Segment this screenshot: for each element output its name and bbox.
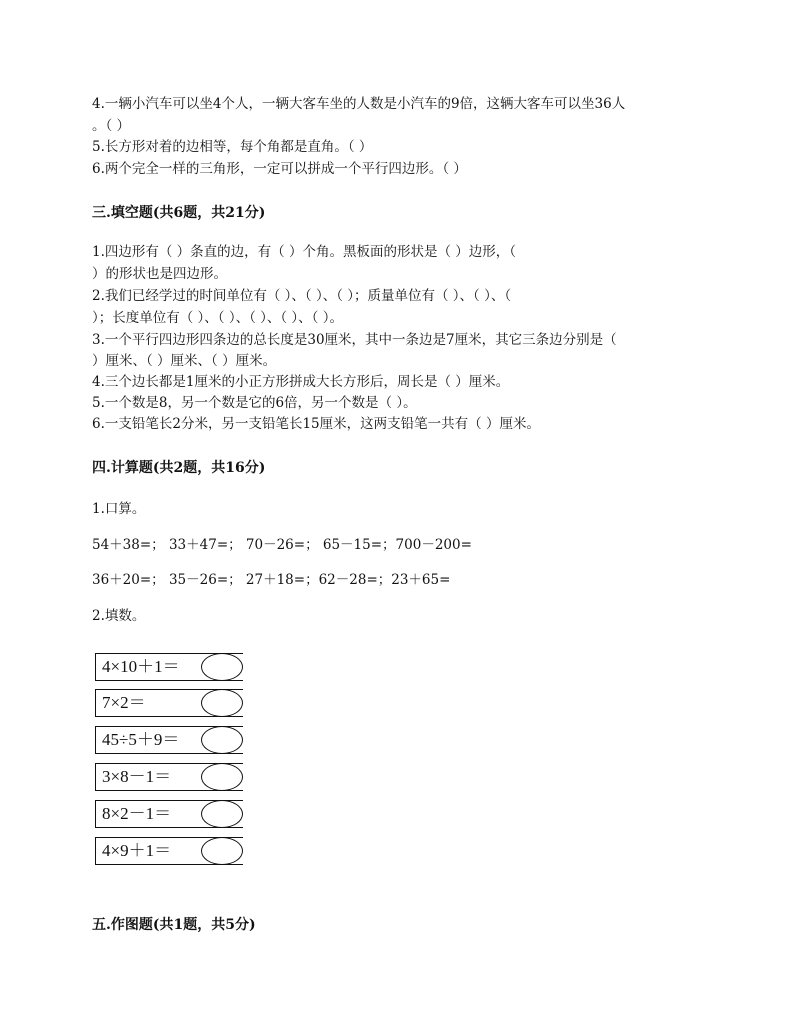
section-5-heading: 五.作图题(共1题，共5分) bbox=[92, 917, 256, 933]
question-2-4-line-1: 4.一辆小汽车可以坐4个人，一辆大客车坐的人数是小汽车的9倍，这辆大客车可以坐36人 bbox=[92, 96, 626, 112]
section-3-heading: 三.填空题(共6题，共21分) bbox=[92, 205, 266, 221]
question-2-5: 5.长方形对着的边相等，每个角都是直角。（ ） bbox=[92, 139, 373, 155]
fill-box-expression: 8×2－1＝ bbox=[102, 804, 172, 823]
answer-oval[interactable] bbox=[201, 837, 243, 865]
answer-oval[interactable] bbox=[201, 763, 243, 791]
section-4-heading: 四.计算题(共2题，共16分) bbox=[92, 460, 266, 476]
fill-box-4 bbox=[95, 763, 243, 791]
question-4-1-row-2: 36＋20=； 35－26=； 27＋18=；62－28=；23＋65= bbox=[92, 572, 451, 588]
question-3-3-line-2: ）厘米、（ ）厘米、（ ）厘米。 bbox=[92, 353, 277, 369]
question-3-1-line-1: 1.四边形有（ ）条直的边，有（ ）个角。黑板面的形状是（ ）边形，（ bbox=[92, 244, 517, 260]
answer-oval[interactable] bbox=[201, 653, 243, 681]
fill-box-expression: 3×8－1＝ bbox=[102, 767, 172, 786]
fill-box-expression: 4×10＋1＝ bbox=[102, 657, 180, 676]
question-4-1-title: 1.口算。 bbox=[92, 501, 146, 517]
question-3-4: 4.三个边长都是1厘米的小正方形拼成大长方形后，周长是（ ）厘米。 bbox=[92, 374, 510, 390]
answer-oval[interactable] bbox=[201, 800, 243, 828]
question-3-6: 6.一支铅笔长2分米，另一支铅笔长15厘米，这两支铅笔一共有（ ）厘米。 bbox=[92, 416, 540, 432]
fill-box-5 bbox=[95, 800, 243, 828]
question-3-5: 5.一个数是8，另一个数是它的6倍，另一个数是（ ）。 bbox=[92, 395, 417, 411]
fill-box-2 bbox=[95, 689, 243, 717]
fill-box-6 bbox=[95, 837, 243, 865]
question-2-6: 6.两个完全一样的三角形，一定可以拼成一个平行四边形。（ ） bbox=[92, 161, 467, 177]
fill-box-expression: 45÷5＋9＝ bbox=[102, 730, 180, 749]
question-3-2-line-1: 2.我们已经学过的时间单位有（ ）、（ ）、（ ）；质量单位有（ ）、（ ）、（ bbox=[92, 288, 512, 304]
fill-box-expression: 7×2＝ bbox=[102, 693, 146, 712]
answer-oval[interactable] bbox=[201, 689, 243, 717]
question-4-1-row-1: 54＋38=； 33＋47=； 70－26=； 65－15=；700－200= bbox=[92, 537, 472, 553]
question-2-4-line-2: 。（ ） bbox=[92, 118, 131, 134]
question-3-2-line-2: ）；长度单位有（ ）、（ ）、（ ）、（ ）、（ ）。 bbox=[92, 310, 343, 326]
question-3-3-line-1: 3.一个平行四边形四条边的总长度是30厘米，其中一条边是7厘米，其它三条边分别是（ bbox=[92, 332, 617, 348]
question-3-1-line-2: ）的形状也是四边形。 bbox=[92, 266, 227, 282]
answer-oval[interactable] bbox=[201, 726, 243, 754]
fill-box-3 bbox=[95, 726, 243, 754]
fill-box-expression: 4×9＋1＝ bbox=[102, 841, 172, 860]
fill-box-1 bbox=[95, 653, 243, 681]
question-4-2-title: 2.填数。 bbox=[92, 608, 146, 624]
